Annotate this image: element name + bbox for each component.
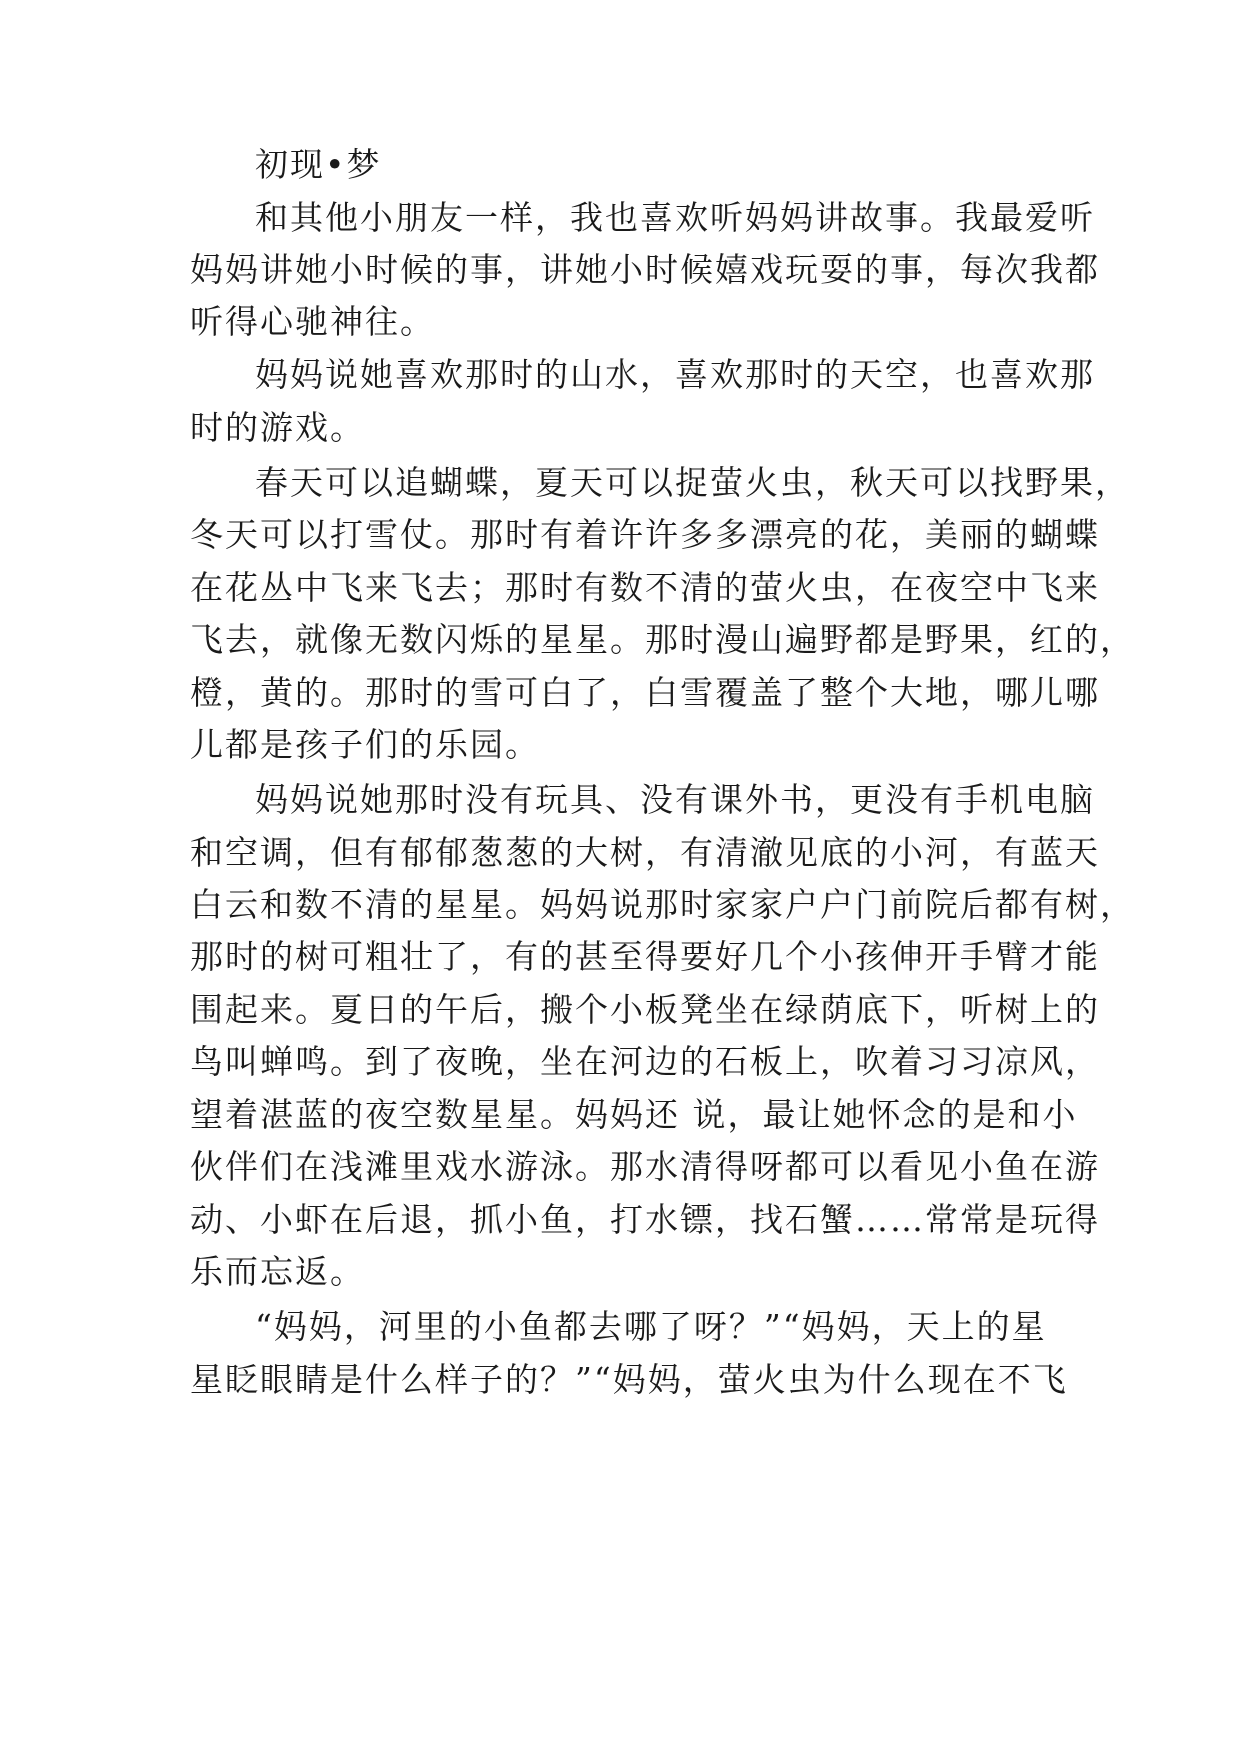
paragraph-line: 儿都是孩子们的乐园。 (190, 725, 540, 764)
paragraph-line: 星眨眼睛是什么样子的？”“妈妈，萤火虫为什么现在不飞 (190, 1360, 1068, 1399)
paragraph-line: 在花丛中飞来飞去；那时有数不清的萤火虫，在夜空中飞来 (190, 568, 1100, 607)
paragraph-line: 妈妈讲她小时候的事，讲她小时候嬉戏玩耍的事，每次我都 (190, 250, 1100, 289)
paragraph-line: 望着湛蓝的夜空数星星。妈妈还 说，最让她怀念的是和小 (190, 1095, 1078, 1134)
paragraph-line: 动、小虾在后退，抓小鱼，打水镖，找石蟹……常常是玩得 (190, 1200, 1100, 1239)
paragraph-line: 围起来。夏日的午后，搬个小板凳坐在绿荫底下，听树上的 (190, 990, 1100, 1029)
document-title: 初现•梦 (255, 145, 382, 184)
paragraph-line: 春天可以追蝴蝶，夏天可以捉萤火虫，秋天可以找野果， (255, 463, 1130, 502)
paragraph-line: 那时的树可粗壮了，有的甚至得要好几个小孩伸开手臂才能 (190, 937, 1100, 976)
paragraph-line: 和其他小朋友一样，我也喜欢听妈妈讲故事。我最爱听 (255, 198, 1095, 237)
paragraph-line: 鸟叫蝉鸣。到了夜晚，坐在河边的石板上，吹着习习凉风， (190, 1042, 1100, 1081)
paragraph-line: 伙伴们在浅滩里戏水游泳。那水清得呀都可以看见小鱼在游 (190, 1147, 1100, 1186)
paragraph-line: 妈妈说她那时没有玩具、没有课外书，更没有手机电脑 (255, 780, 1095, 819)
paragraph-line: 乐而忘返。 (190, 1252, 365, 1291)
paragraph-line: 和空调，但有郁郁葱葱的大树，有清澈见底的小河，有蓝天 (190, 833, 1100, 872)
paragraph-line: 冬天可以打雪仗。那时有着许许多多漂亮的花，美丽的蝴蝶 (190, 515, 1100, 554)
paragraph-line: “妈妈，河里的小鱼都去哪了呀？”“妈妈，天上的星 (255, 1307, 1047, 1346)
paragraph-line: 妈妈说她喜欢那时的山水，喜欢那时的天空，也喜欢那 (255, 355, 1095, 394)
paragraph-line: 橙，黄的。那时的雪可白了，白雪覆盖了整个大地，哪儿哪 (190, 673, 1100, 712)
paragraph-line: 时的游戏。 (190, 408, 365, 447)
paragraph-line: 听得心驰神往。 (190, 302, 435, 341)
paragraph-line: 白云和数不清的星星。妈妈说那时家家户户门前院后都有树， (190, 885, 1135, 924)
paragraph-line: 飞去，就像无数闪烁的星星。那时漫山遍野都是野果，红的， (190, 620, 1135, 659)
